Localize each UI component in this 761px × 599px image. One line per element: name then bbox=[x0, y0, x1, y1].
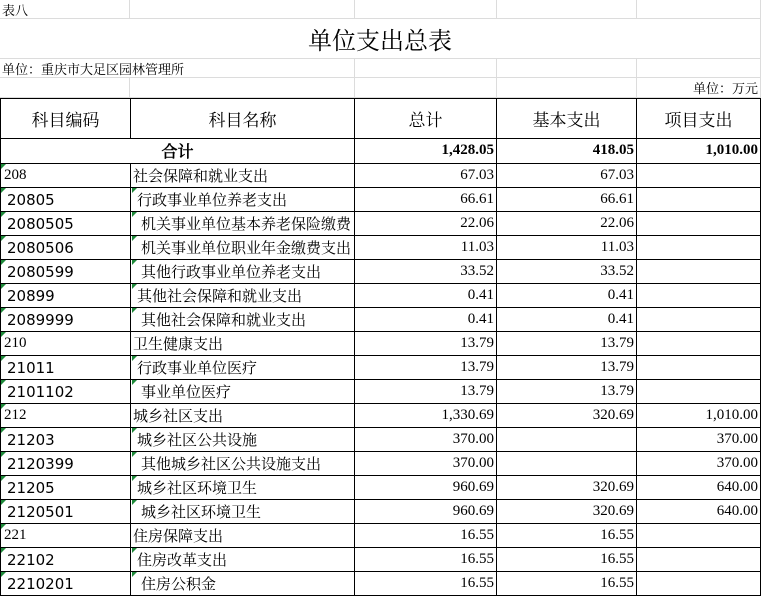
sheet-title[interactable]: 单位支出总表 bbox=[0, 19, 761, 59]
row-project[interactable] bbox=[637, 188, 761, 212]
header-basic[interactable]: 基本支出 bbox=[497, 99, 637, 139]
row-total[interactable]: 16.55 bbox=[355, 548, 497, 572]
empty-cell[interactable] bbox=[355, 78, 497, 98]
row-total[interactable]: 13.79 bbox=[355, 332, 497, 356]
row-total[interactable]: 67.03 bbox=[355, 164, 497, 188]
row-name[interactable]: 城乡社区公共设施 bbox=[131, 428, 355, 452]
header-total[interactable]: 总计 bbox=[355, 99, 497, 139]
row-name[interactable]: 其他社会保障和就业支出 bbox=[131, 284, 355, 308]
row-basic[interactable]: 16.55 bbox=[497, 572, 637, 596]
empty-cell[interactable] bbox=[637, 0, 761, 19]
row-basic[interactable]: 13.79 bbox=[497, 380, 637, 404]
row-total[interactable]: 33.52 bbox=[355, 260, 497, 284]
row-basic[interactable] bbox=[497, 428, 637, 452]
table-row bbox=[0, 212, 761, 236]
header-code[interactable]: 科目编码 bbox=[0, 99, 131, 139]
table-row bbox=[0, 404, 761, 428]
row-code[interactable]: 2120501 bbox=[0, 500, 131, 524]
row-total[interactable]: 13.79 bbox=[355, 356, 497, 380]
row-project[interactable]: 370.00 bbox=[637, 428, 761, 452]
empty-cell[interactable] bbox=[130, 0, 355, 19]
row-code[interactable]: 210 bbox=[0, 332, 131, 356]
empty-cell[interactable] bbox=[637, 59, 761, 78]
table-row bbox=[0, 524, 761, 548]
empty-cell[interactable] bbox=[130, 78, 355, 98]
row-total[interactable]: 370.00 bbox=[355, 452, 497, 476]
row-name[interactable]: 社会保障和就业支出 bbox=[131, 164, 355, 188]
row-code[interactable]: 2089999 bbox=[0, 308, 131, 332]
row-code[interactable]: 221 bbox=[0, 524, 131, 548]
header-project[interactable]: 项目支出 bbox=[637, 99, 761, 139]
row-total[interactable]: 22.06 bbox=[355, 212, 497, 236]
table-row bbox=[0, 356, 761, 380]
currency-unit-cell[interactable]: 单位：万元 bbox=[637, 78, 761, 98]
row-total[interactable]: 0.41 bbox=[355, 308, 497, 332]
row-code[interactable]: 21205 bbox=[0, 476, 131, 500]
row-project[interactable]: 640.00 bbox=[637, 500, 761, 524]
row-basic[interactable]: 320.69 bbox=[497, 500, 637, 524]
row-name[interactable]: 行政事业单位医疗 bbox=[131, 356, 355, 380]
header-name[interactable]: 科目名称 bbox=[131, 99, 355, 139]
row-name[interactable]: 住房改革支出 bbox=[131, 548, 355, 572]
row-basic[interactable]: 0.41 bbox=[497, 284, 637, 308]
currency-row bbox=[0, 78, 761, 98]
row-basic[interactable]: 13.79 bbox=[497, 356, 637, 380]
row-code[interactable]: 2080506 bbox=[0, 236, 131, 260]
row-basic[interactable]: 11.03 bbox=[497, 236, 637, 260]
row-total[interactable]: 960.69 bbox=[355, 476, 497, 500]
row-basic[interactable]: 67.03 bbox=[497, 164, 637, 188]
empty-cell[interactable] bbox=[355, 59, 497, 78]
table-row bbox=[0, 548, 761, 572]
row-project[interactable] bbox=[637, 332, 761, 356]
row-name[interactable]: 机关事业单位职业年金缴费支出 bbox=[131, 236, 355, 260]
empty-cell[interactable] bbox=[0, 78, 130, 98]
row-total[interactable]: 16.55 bbox=[355, 524, 497, 548]
table-row bbox=[0, 284, 761, 308]
row-code[interactable]: 2120399 bbox=[0, 452, 131, 476]
row-project[interactable]: 1,010.00 bbox=[637, 404, 761, 428]
row-code[interactable]: 2101102 bbox=[0, 380, 131, 404]
row-project[interactable] bbox=[637, 356, 761, 380]
table-row bbox=[0, 500, 761, 524]
table-row bbox=[0, 428, 761, 452]
table-row bbox=[0, 188, 761, 212]
row-total[interactable]: 0.41 bbox=[355, 284, 497, 308]
table-row bbox=[0, 164, 761, 188]
tag-row bbox=[0, 0, 761, 19]
row-basic[interactable]: 16.55 bbox=[497, 524, 637, 548]
table-row bbox=[0, 260, 761, 284]
row-project[interactable] bbox=[637, 260, 761, 284]
title-row bbox=[0, 19, 761, 59]
row-basic[interactable]: 22.06 bbox=[497, 212, 637, 236]
row-basic[interactable]: 13.79 bbox=[497, 332, 637, 356]
row-code[interactable]: 22102 bbox=[0, 548, 131, 572]
row-basic[interactable]: 16.55 bbox=[497, 548, 637, 572]
row-code[interactable]: 212 bbox=[0, 404, 131, 428]
unit-name-cell[interactable]: 单位：重庆市大足区园林管理所 bbox=[0, 59, 355, 78]
row-project[interactable] bbox=[637, 212, 761, 236]
table-row bbox=[0, 452, 761, 476]
row-basic[interactable]: 0.41 bbox=[497, 308, 637, 332]
row-project[interactable] bbox=[637, 380, 761, 404]
total-row bbox=[0, 138, 761, 164]
row-total[interactable]: 1,330.69 bbox=[355, 404, 497, 428]
table-row bbox=[0, 572, 761, 596]
table-row bbox=[0, 476, 761, 500]
row-total[interactable]: 66.61 bbox=[355, 188, 497, 212]
table-row bbox=[0, 236, 761, 260]
row-project[interactable]: 370.00 bbox=[637, 452, 761, 476]
row-basic[interactable]: 66.61 bbox=[497, 188, 637, 212]
empty-cell[interactable] bbox=[497, 0, 637, 19]
unit-row bbox=[0, 59, 761, 78]
empty-cell[interactable] bbox=[355, 0, 497, 19]
row-basic[interactable]: 320.69 bbox=[497, 476, 637, 500]
row-name[interactable]: 其他社会保障和就业支出 bbox=[131, 308, 355, 332]
row-basic[interactable]: 33.52 bbox=[497, 260, 637, 284]
row-project[interactable] bbox=[637, 548, 761, 572]
table-row bbox=[0, 308, 761, 332]
row-total[interactable]: 370.00 bbox=[355, 428, 497, 452]
empty-cell[interactable] bbox=[497, 59, 637, 78]
row-name[interactable]: 城乡社区支出 bbox=[131, 404, 355, 428]
row-code[interactable]: 20899 bbox=[0, 284, 131, 308]
table-row bbox=[0, 380, 761, 404]
row-code[interactable]: 2080505 bbox=[0, 212, 131, 236]
row-total[interactable]: 13.79 bbox=[355, 380, 497, 404]
row-project[interactable] bbox=[637, 236, 761, 260]
total-label[interactable]: 合计 bbox=[0, 138, 355, 164]
total-basic[interactable]: 418.05 bbox=[497, 138, 637, 164]
row-project[interactable] bbox=[637, 308, 761, 332]
row-name[interactable]: 住房公积金 bbox=[131, 572, 355, 596]
row-code[interactable]: 2210201 bbox=[0, 572, 131, 596]
empty-cell[interactable] bbox=[497, 78, 637, 98]
row-code[interactable]: 208 bbox=[0, 164, 131, 188]
row-basic[interactable] bbox=[497, 452, 637, 476]
sheet-tag-cell[interactable]: 表八 bbox=[0, 0, 130, 19]
row-total[interactable]: 960.69 bbox=[355, 500, 497, 524]
row-project[interactable]: 640.00 bbox=[637, 476, 761, 500]
row-project[interactable] bbox=[637, 524, 761, 548]
row-code[interactable]: 2080599 bbox=[0, 260, 131, 284]
row-name[interactable]: 城乡社区环境卫生 bbox=[131, 500, 355, 524]
row-basic[interactable]: 320.69 bbox=[497, 404, 637, 428]
row-total[interactable]: 11.03 bbox=[355, 236, 497, 260]
table-row bbox=[0, 332, 761, 356]
row-project[interactable] bbox=[637, 572, 761, 596]
row-name[interactable]: 行政事业单位养老支出 bbox=[131, 188, 355, 212]
table-header-row bbox=[0, 98, 761, 139]
row-name[interactable]: 住房保障支出 bbox=[131, 524, 355, 548]
row-name[interactable]: 其他城乡社区公共设施支出 bbox=[131, 452, 355, 476]
row-code[interactable]: 21203 bbox=[0, 428, 131, 452]
row-code[interactable]: 20805 bbox=[0, 188, 131, 212]
total-project[interactable]: 1,010.00 bbox=[637, 138, 761, 164]
row-name[interactable]: 事业单位医疗 bbox=[131, 380, 355, 404]
row-code[interactable]: 21011 bbox=[0, 356, 131, 380]
row-name[interactable]: 卫生健康支出 bbox=[131, 332, 355, 356]
row-total[interactable]: 16.55 bbox=[355, 572, 497, 596]
row-project[interactable] bbox=[637, 284, 761, 308]
row-name[interactable]: 城乡社区环境卫生 bbox=[131, 476, 355, 500]
row-name[interactable]: 其他行政事业单位养老支出 bbox=[131, 260, 355, 284]
row-name[interactable]: 机关事业单位基本养老保险缴费 bbox=[131, 212, 355, 236]
row-project[interactable] bbox=[637, 164, 761, 188]
total-total[interactable]: 1,428.05 bbox=[355, 138, 497, 164]
